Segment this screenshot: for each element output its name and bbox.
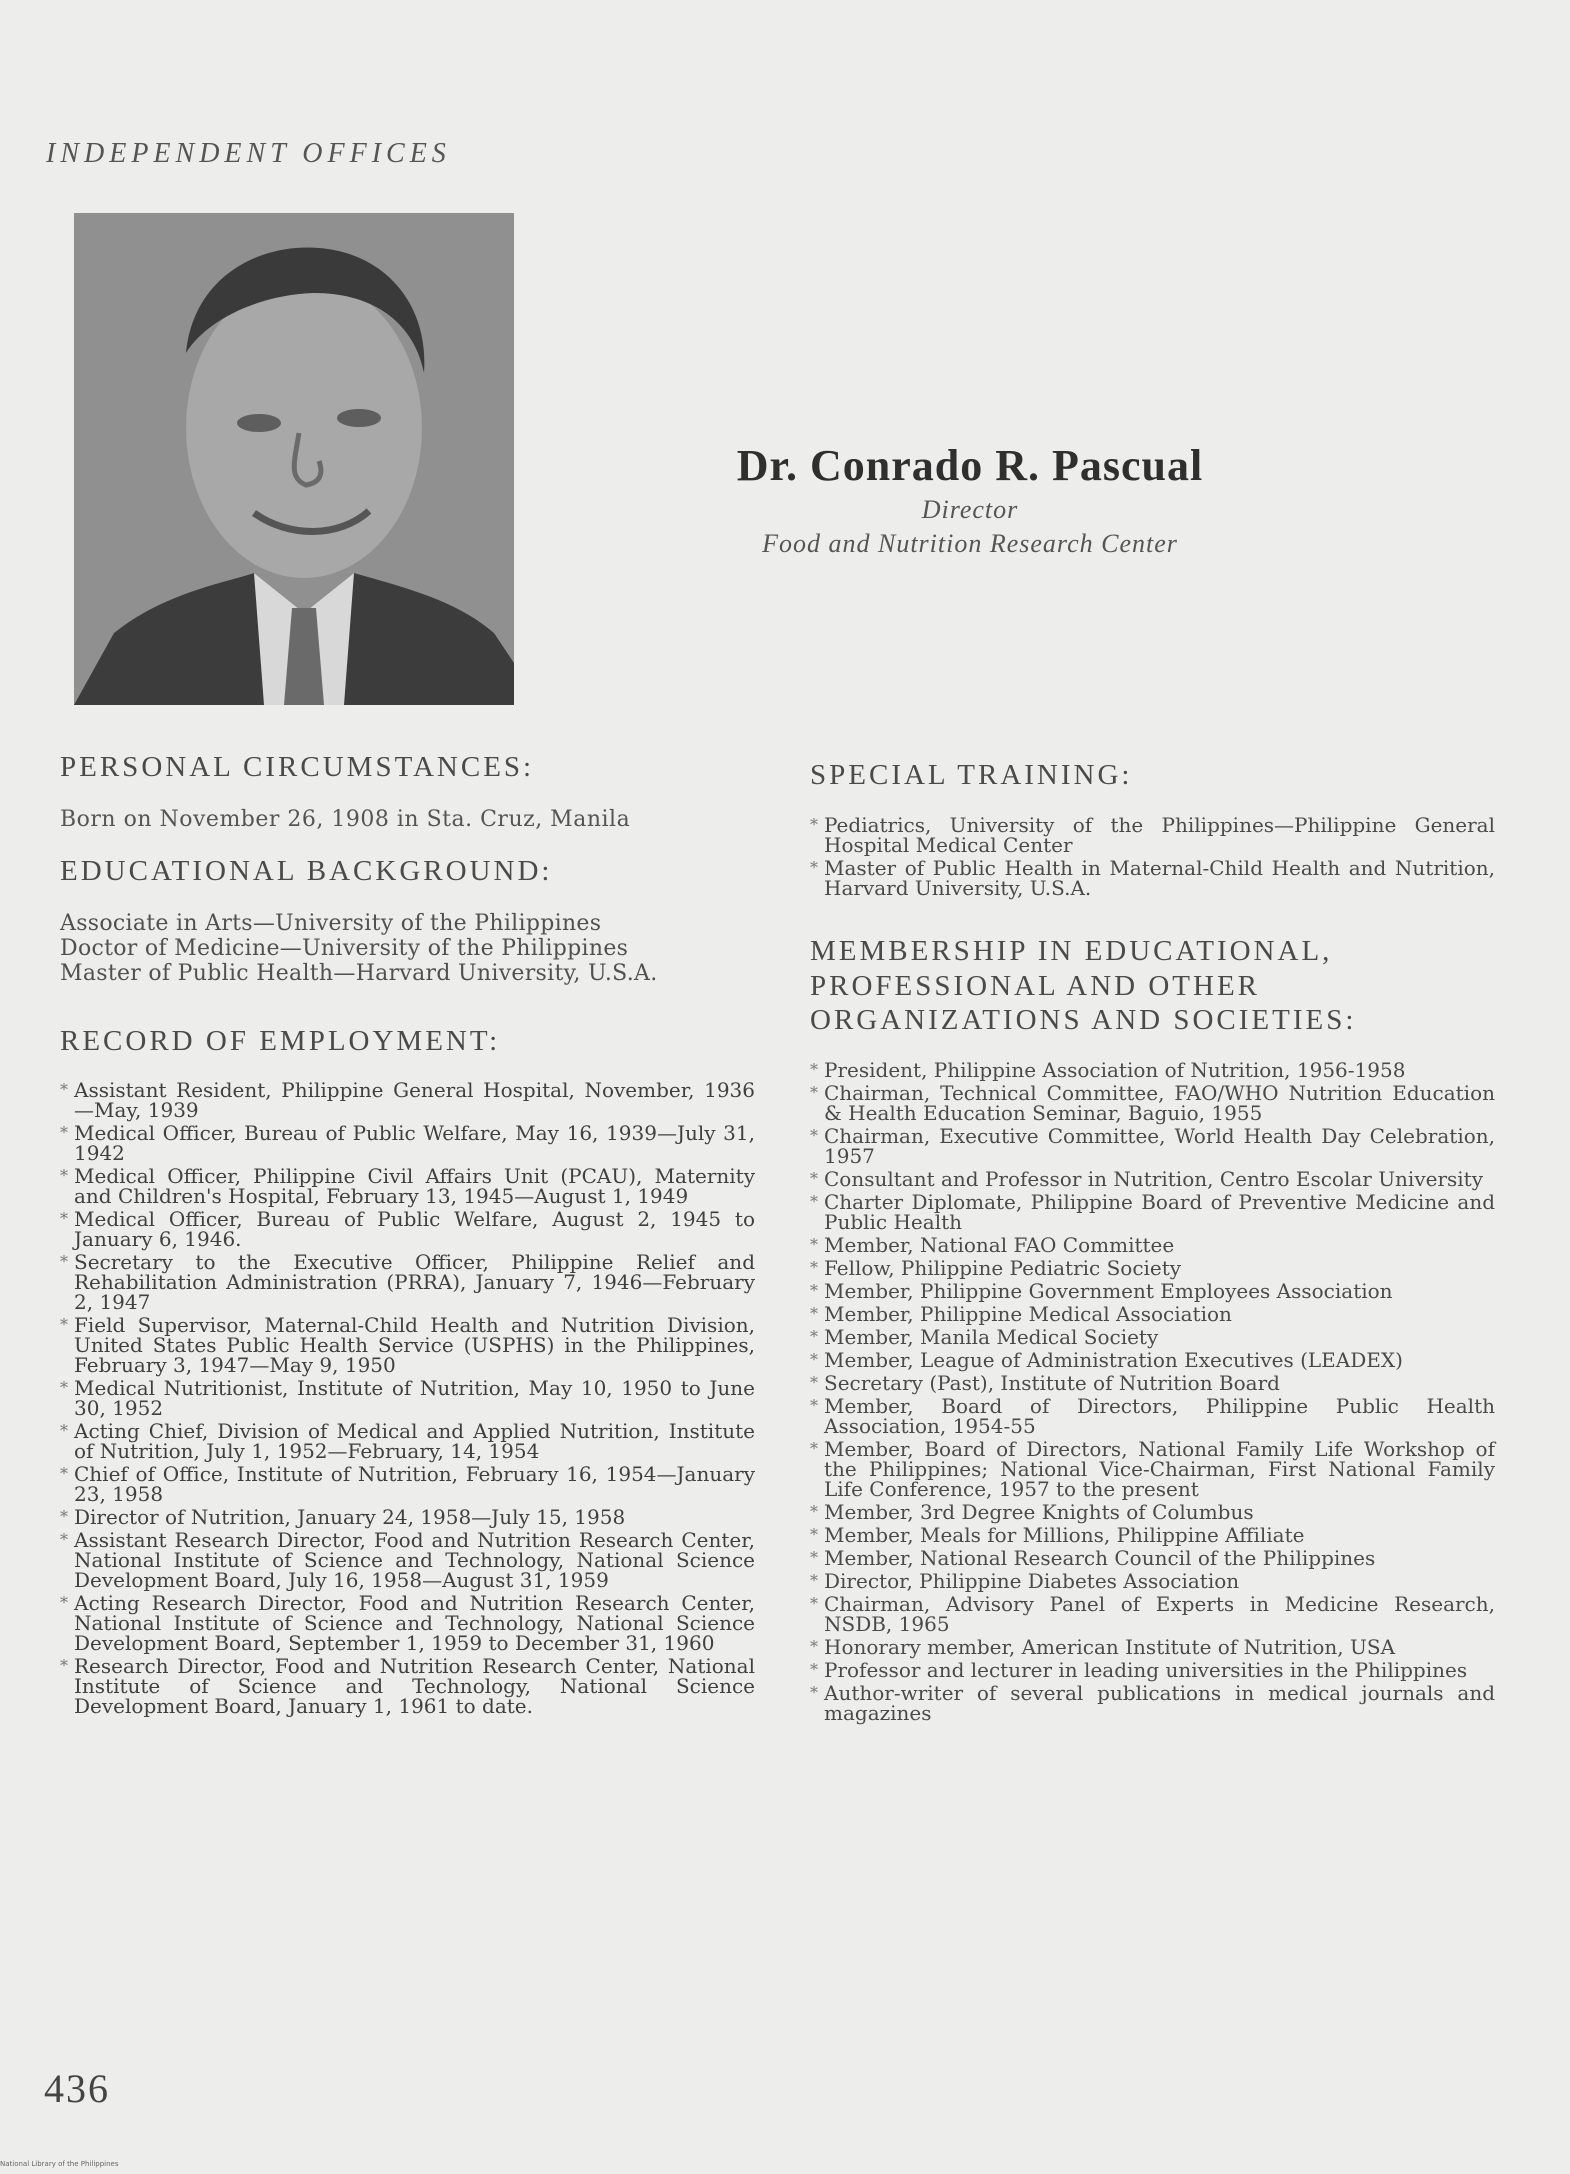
birth-info: Born on November 26, 1908 in Sta. Cruz, Manila (60, 806, 631, 832)
membership-item: * Chairman, Executive Committee, World Health Day Celebration, 1957 (810, 1126, 1495, 1166)
training-item: * Master of Public Health in Maternal-Child Health and Nutrition, Harvard University, U.S.A. (810, 858, 1495, 898)
person-organization: Food and Nutrition Research Center (762, 529, 1178, 558)
employment-item: * Assistant Research Director, Food and Nutrition Research Center, National Institute of Science and Technology, National Science Development Board, July 16, 1958—August 31, 1959 (60, 1530, 755, 1590)
portrait-icon (74, 213, 514, 705)
membership-item: * Member, League of Administration Executives (LEADEX) (810, 1350, 1495, 1370)
membership-list (810, 1058, 1495, 1726)
training-heading: SPECIAL TRAINING: (810, 759, 1133, 791)
section-header: INDEPENDENT OFFICES (46, 138, 451, 169)
right-column (810, 758, 1495, 1726)
employment-item: * Chief of Office, Institute of Nutrition, February 16, 1954—January 23, 1958 (60, 1464, 755, 1504)
membership-item: * Member, Manila Medical Society (810, 1327, 1495, 1347)
education-item: Associate in Arts—University of the Philippines (60, 910, 602, 936)
employment-item: * Medical Officer, Bureau of Public Welfare, August 2, 1945 to January 6, 1946. (60, 1209, 755, 1249)
membership-item: * Member, National Research Council of the Philippines (810, 1548, 1495, 1568)
membership-item: * Chairman, Technical Committee, FAO/WHO Nutrition Education & Health Education Seminar, Baguio, 1955 (810, 1083, 1495, 1123)
training-item: * Pediatrics, University of the Philippines—Philippine General Hospital Medical Center (810, 815, 1495, 855)
membership-item: * Director, Philippine Diabetes Association (810, 1571, 1495, 1591)
education-heading: EDUCATIONAL BACKGROUND: (60, 854, 553, 887)
education-list (60, 911, 755, 986)
membership-item: * Chairman, Advisory Panel of Experts in Medicine Research, NSDB, 1965 (810, 1594, 1495, 1634)
page-number: 436 (44, 2066, 110, 2111)
employment-item: * Secretary to the Executive Officer, Philippine Relief and Rehabilitation Administration (PRRA), January 7, 1946—February 2, 1947 (60, 1252, 755, 1312)
employment-item: * Acting Chief, Division of Medical and Applied Nutrition, Institute of Nutrition, July 1, 1952—February, 14, 1954 (60, 1421, 755, 1461)
membership-item: * Member, 3rd Degree Knights of Columbus (810, 1502, 1495, 1522)
membership-item: * Professor and lecturer in leading universities in the Philippines (810, 1660, 1495, 1680)
employment-heading: RECORD OF EMPLOYMENT: (60, 1024, 501, 1057)
membership-item: * Honorary member, American Institute of Nutrition, USA (810, 1637, 1495, 1657)
membership-item: * Member, Philippine Medical Association (810, 1304, 1495, 1324)
membership-item: * Fellow, Philippine Pediatric Society (810, 1258, 1495, 1278)
membership-item: * Member, Philippine Government Employees Association (810, 1281, 1495, 1301)
education-item: Doctor of Medicine—University of the Philippines (60, 935, 629, 961)
training-list (810, 812, 1495, 900)
employment-item: * Assistant Resident, Philippine General Hospital, November, 1936—May, 1939 (60, 1080, 755, 1120)
employment-item: * Director of Nutrition, January 24, 1958—July 15, 1958 (60, 1507, 755, 1527)
portrait-photo (74, 213, 514, 705)
personal-heading: PERSONAL CIRCUMSTANCES: (60, 751, 535, 783)
footer-text: National Library of the Philippines (0, 2160, 119, 2168)
person-name: Dr. Conrado R. Pascual (736, 441, 1204, 490)
employment-item: * Field Supervisor, Maternal-Child Health and Nutrition Division, United States Public Health Service (USPHS) in the Philippines, February 3, 1947—May 9, 1950 (60, 1315, 755, 1375)
employment-item: * Research Director, Food and Nutrition Research Center, National Institute of Science and Technology, National Science Development Board, January 1, 1961 to date. (60, 1656, 755, 1716)
membership-item: * Member, Board of Directors, National Family Life Workshop of the Philippines; National Vice-Chairman, First National Family Life Conference, 1957 to the present (810, 1439, 1495, 1499)
membership-heading: MEMBERSHIP IN EDUCATIONAL, PROFESSIONAL AND OTHER ORGANIZATIONS AND SOCIETIES: (810, 934, 1357, 1037)
education-item: Master of Public Health—Harvard University, U.S.A. (60, 960, 658, 986)
employment-item: * Medical Officer, Philippine Civil Affairs Unit (PCAU), Maternity and Children's Hospital, February 13, 1945—August 1, 1949 (60, 1166, 755, 1206)
employment-item: * Medical Nutritionist, Institute of Nutrition, May 10, 1950 to June 30, 1952 (60, 1378, 755, 1418)
membership-item: * Secretary (Past), Institute of Nutrition Board (810, 1373, 1495, 1393)
person-header (690, 440, 1250, 559)
membership-item: * Member, National FAO Committee (810, 1235, 1495, 1255)
membership-item: * Author-writer of several publications in medical journals and magazines (810, 1683, 1495, 1723)
employment-list (60, 1078, 755, 1719)
employment-item: * Medical Officer, Bureau of Public Welfare, May 16, 1939—July 31, 1942 (60, 1123, 755, 1163)
membership-item: * President, Philippine Association of Nutrition, 1956-1958 (810, 1060, 1495, 1080)
membership-item: * Charter Diplomate, Philippine Board of Preventive Medicine and Public Health (810, 1192, 1495, 1232)
membership-item: * Consultant and Professor in Nutrition, Centro Escolar University (810, 1169, 1495, 1189)
employment-item: * Acting Research Director, Food and Nutrition Research Center, National Institute of Science and Technology, National Science Development Board, September 1, 1959 to December 31, 1960 (60, 1593, 755, 1653)
membership-item: * Member, Meals for Millions, Philippine Affiliate (810, 1525, 1495, 1545)
membership-item: * Member, Board of Directors, Philippine Public Health Association, 1954-55 (810, 1396, 1495, 1436)
left-column (60, 750, 755, 1719)
person-title: Director (921, 495, 1019, 524)
